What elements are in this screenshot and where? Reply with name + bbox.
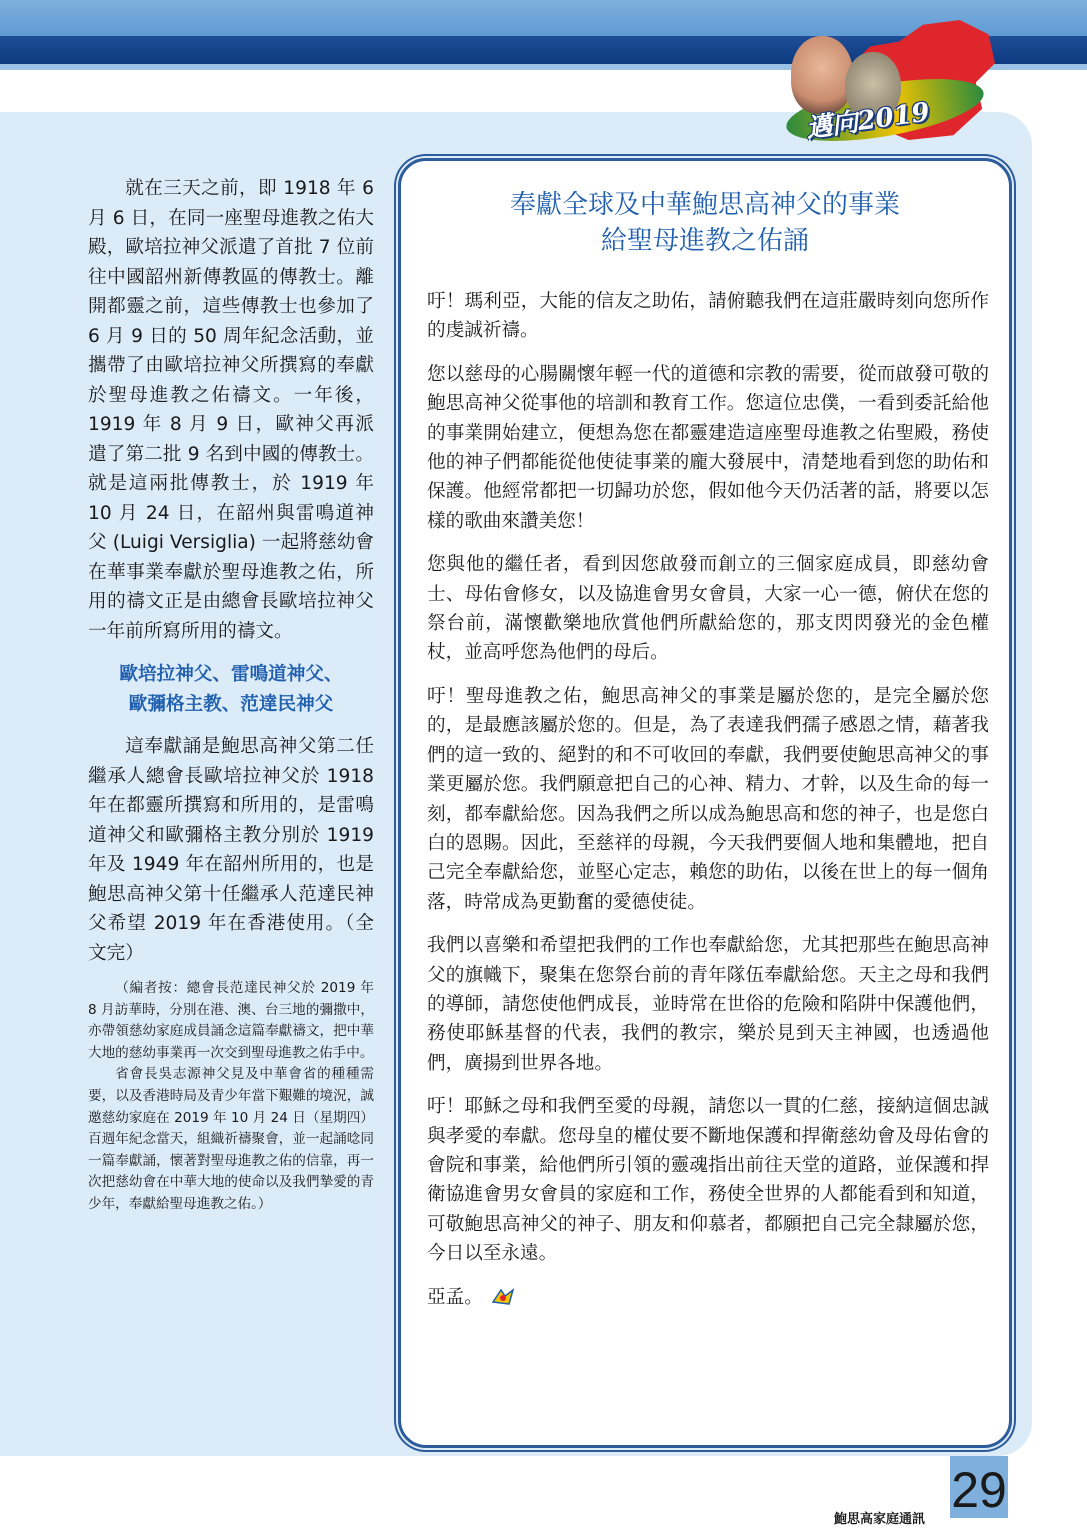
body-paragraph: 這奉獻誦是鮑思高神父第二任繼承人總會長歐培拉神父於 1918 年在都靈所撰寫和所用的，是雷鳴道神父和歐彌格主教分別於 1919 年及 1949 年在韶州所用的，也是鮑思高神父第十任繼承人范達民神父希望 2019 年在香港使用。（全文完） [88,736,374,964]
note-paragraph: 省會長吳志源神父見及中華會省的種種需要，以及香港時局及青少年當下艱難的境況，誠邀慈幼家庭在 2019 年 10 月 24 日（星期四）百週年紀念當天，組織祈禱聚會，並一起誦唸同一篇奉獻誦，懷著對聖母進教之佑的信靠，再一次把慈幼會在中華大地的使命以及我們摯愛的青少年，奉獻給聖母進教之佑。） [88,1066,374,1212]
logo-text: 邁向2019 [804,97,932,145]
note-paragraph: （編者按：總會長范達民神父於 2019 年 8 月訪華時，分別在港、澳、台三地的彌撒中，亦帶領慈幼家庭成員誦念這篇奉獻禱文，把中華大地的慈幼事業再一次交到聖母進教之佑手中。 [88,980,374,1061]
editor-note [88,978,374,1216]
body-paragraph: 就在三天之前，即 1918 年 6 月 6 日，在同一座聖母進教之佑大殿，歐培拉神父派遣了首批 7 位前往中國韶州新傳教區的傳教士。離開都靈之前，這些傳教士也參加了 6 月 9 日的 50 周年紀念活動，並攜帶了由歐培拉神父所撰寫的奉獻於聖母進教之佑禱文。一年後，1919 年 8 月 9 日，歐神父再派遣了第二批 9 名到中國的傳教士。就是這兩批傳教士，於 1919 年 10 月 24 日，在韶州與雷鳴道神父 (Luigi Versiglia) 一起將慈幼會在華事業奉獻於聖母進教之佑，所用的禱文正是由總會長歐培拉神父一年前所寫所用的禱文。 [88,178,374,642]
subheading-line: 歐培拉神父、雷鳴道神父、 [119,664,343,685]
publication-name: 鮑思高家庭通訊 [834,1512,926,1527]
salesian-emblem-icon [489,1286,517,1308]
prayer-amen: 亞孟。 [427,1286,483,1308]
left-column [88,174,374,1216]
logo [775,14,1000,154]
prayer-paragraph: 吁！瑪利亞，大能的信友之助佑，請俯聽我們在這莊嚴時刻向您所作的虔誠祈禱。 [427,291,989,342]
prayer-paragraph: 吁！耶穌之母和我們至愛的母親，請您以一貫的仁慈，接納這個忠誠與孝愛的奉獻。您母皇的權仗要不斷地保護和捍衛慈幼會及母佑會的會院和事業，給他們所引領的靈魂指出前往天堂的道路，並保護和捍衛協進會男女會員的家庭和工作，務使全世界的人都能看到和知道，可敬鮑思高神父的神子、朋友和仰慕者，都願把自己完全隸屬於您，今日以至永遠。 [427,1096,989,1265]
prayer-body [427,287,989,1326]
subheading-line: 歐彌格主教、范達民神父 [128,694,334,715]
page-number: 29 [951,1462,1007,1518]
prayer-paragraph: 吁！聖母進教之佑，鮑思高神父的事業是屬於您的，是完全屬於您的，是最應該屬於您的。但是，為了表達我們孺子感恩之情，藉著我們的這一致的、絕對的和不可收回的奉獻，我們要使鮑思高神父的事業更屬於您。我們願意把自己的心神、精力、才幹，以及生命的每一刻，都奉獻給您。因為我們之所以成為鮑思高和您的神子，也是您白白的恩賜。因此，至慈祥的母親，今天我們要個人地和集體地，把自己完全奉獻給您，並堅心定志，賴您的助佑，以後在世上的每一個角落，時常成為更勤奮的愛德使徒。 [427,685,989,913]
prayer-title [401,187,1009,259]
prayer-paragraph: 我們以喜樂和希望把我們的工作也奉獻給您，尤其把那些在鮑思高神父的旗幟下，聚集在您祭台前的青年隊伍奉獻給您。天主之母和我們的導師，請您使他們成長，並時常在世俗的危險和陷阱中保護他們，務使耶穌基督的代表，我們的教宗，樂於見到天主神國，也透過他們，廣揚到世界各地。 [427,935,989,1074]
prayer-title-line: 奉獻全球及中華鮑思高神父的事業 [509,190,900,220]
prayer-paragraph: 您與他的繼任者，看到因您啟發而創立的三個家庭成員，即慈幼會士、母佑會修女，以及協進會男女會員，大家一心一德，俯伏在您的祭台前，滿懷歡樂地欣賞他們所獻給您的，那支閃閃發光的金色權杖，並高呼您為他們的母后。 [427,554,989,664]
prayer-box [398,158,1012,1448]
section-subheading [88,660,374,720]
prayer-title-line: 給聖母進教之佑誦 [600,226,809,256]
prayer-closing [427,1283,989,1312]
prayer-paragraph: 您以慈母的心腸關懷年輕一代的道德和宗教的需要，從而啟發可敬的鮑思高神父從事他的培訓和教育工作。您這位忠僕，一看到委託給他的事業開始建立，便想為您在都靈建造這座聖母進教之佑聖殿，務使他的神子們都能從他使徒事業的龐大發展中，清楚地看到您的助佑和保護。他經常都把一切歸功於您，假如他今天仍活著的話，將要以怎樣的歌曲來讚美您！ [427,363,989,532]
